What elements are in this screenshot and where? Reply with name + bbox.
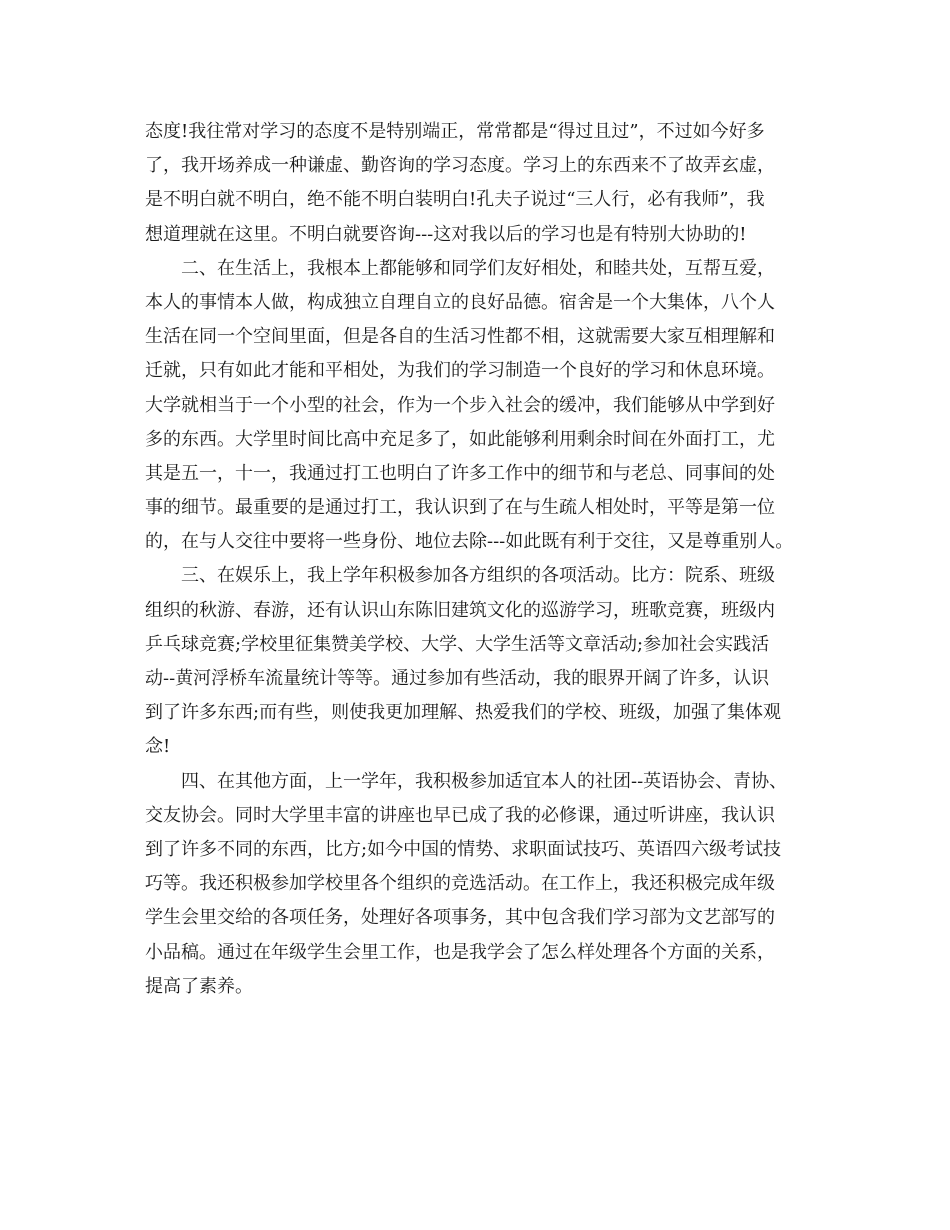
text-line: 念!: [145, 736, 171, 758]
text-line: 提高了素养。: [145, 975, 253, 997]
text-line: 本人的事情本人做，构成独立自理自立的良好品德。宿舍是一个大集体，八个人: [145, 291, 775, 313]
text-line: 是不明白就不明白，绝不能不明白装明白!孔夫子说过“三人行，必有我师”，我: [145, 189, 765, 211]
paragraph-start-line: 三、在娱乐上，我上学年积极参加各方组织的各项活动。比方：院系、班级: [181, 565, 775, 587]
text-line: 态度!我往常对学习的态度不是特别端正，常常都是“得过且过”，不过如今好多: [145, 121, 765, 142]
text-line: 动--黄河浮桥车流量统计等等。通过参加有些活动，我的眼界开阔了许多，认识: [145, 668, 770, 689]
text-line: 其是五一，十一，我通过打工也明白了许多工作中的细节和与老总、同事间的处: [145, 462, 775, 484]
text-line: 交友协会。同时大学里丰富的讲座也早已成了我的必修课，通过听讲座，我认识: [145, 804, 775, 826]
body-text: [145, 115, 825, 1004]
text-line: 组织的秋游、春游，还有认识山东陈旧建筑文化的巡游学习，班歌竞赛，班级内: [145, 599, 775, 621]
text-line: 想道理就在这里。不明白就要咨询---这对我以后的学习也是有特别大协助的!: [145, 223, 747, 245]
text-line: 多的东西。大学里时间比高中充足多了，如此能够利用剩余时间在外面打工，尤: [145, 428, 775, 450]
text-line: 到了许多不同的东西，比方;如今中国的情势、求职面试技巧、英语四六级考试技: [145, 838, 782, 860]
text-line: 生活在同一个空间里面，但是各自的生活习性都不相，这就需要大家互相理解和: [145, 326, 775, 348]
text-line: 乒乓球竞赛;学校里征集赞美学校、大学、大学生活等文章活动;参加社会实践活: [145, 633, 770, 655]
text-line: 的，在与人交往中要将一些身份、地位去除---如此既有利于交往，又是尊重别人。: [145, 531, 794, 553]
text-line: 大学就相当于一个小型的社会，作为一个步入社会的缓冲，我们能够从中学到好: [145, 394, 775, 416]
text-line: 了，我开场养成一种谦虚、勤咨询的学习态度。学习上的东西来不了故弄玄虚，: [145, 155, 775, 177]
text-line: 小品稿。通过在年级学生会里工作，也是我学会了怎么样处理各个方面的关系，: [145, 941, 775, 963]
paragraph-start-line: 二、在生活上，我根本上都能够和同学们友好相处，和睦共处，互帮互爱，: [181, 257, 775, 279]
text-line: 迁就，只有如此才能和平相处，为我们的学习制造一个良好的学习和休息环境。: [145, 360, 775, 382]
text-line: 事的细节。最重要的是通过打工，我认识到了在与生疏人相处时，平等是第一位: [145, 497, 775, 519]
text-line: 到了许多东西;而有些，则使我更加理解、热爱我们的学校、班级，加强了集体观: [145, 702, 782, 724]
text-line: 巧等。我还积极参加学校里各个组织的竞选活动。在工作上，我还积极完成年级: [145, 873, 775, 895]
text-line: 学生会里交给的各项任务，处理好各项事务，其中包含我们学习部为文艺部写的: [145, 907, 775, 929]
paragraph-start-line: 四、在其他方面，上一学年，我积极参加适宜本人的社团--英语协会、青协、: [181, 770, 788, 792]
